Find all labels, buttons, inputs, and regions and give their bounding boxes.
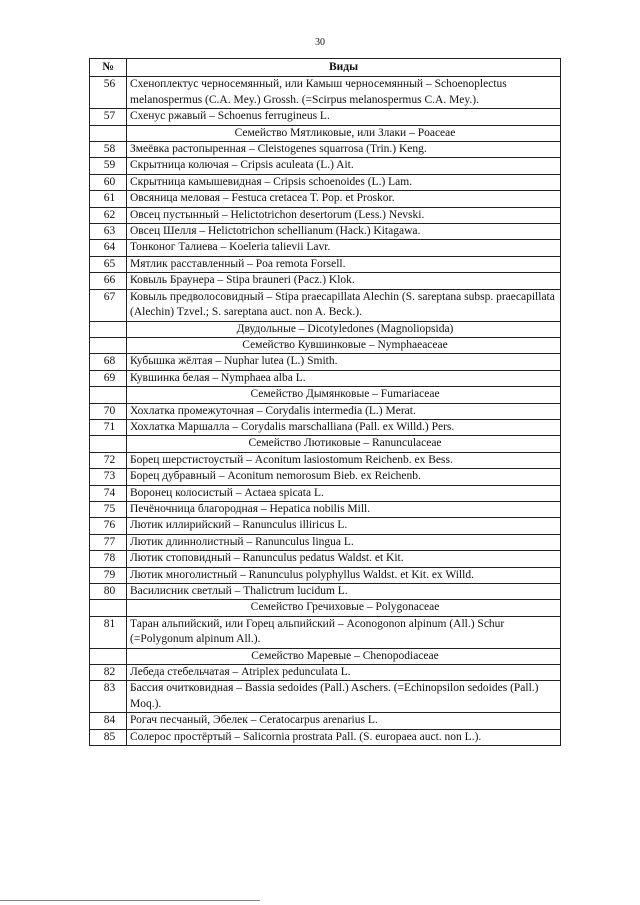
row-number-empty [90,600,127,616]
table-row [90,584,561,600]
row-number: 56 [90,77,127,109]
row-number: 65 [90,256,127,272]
species-name: Ковыль предволосовидный – Stipa praecapillata Alechin (S. sareptana subsp. praecapillata (Alechin) Tzvel.; S. sareptana auct. non A. Beck.). [127,289,561,321]
species-name: Печёночница благородная – Hepatica nobilis Mill. [127,501,561,517]
family-heading-row [90,648,561,664]
row-number: 73 [90,469,127,485]
family-heading: Двудольные – Dicotyledones (Magnoliopsida) [127,321,561,337]
table-row [90,534,561,550]
row-number: 66 [90,273,127,289]
table-row [90,485,561,501]
table-row [90,729,561,745]
table-row [90,469,561,485]
species-name: Лютик иллирийский – Ranunculus illiricus L. [127,518,561,534]
family-heading-row [90,436,561,452]
row-number-empty [90,436,127,452]
table-row [90,452,561,468]
table-row [90,713,561,729]
row-number: 61 [90,191,127,207]
species-name: Лютик длиннолистный – Ranunculus lingua L. [127,534,561,550]
row-number: 69 [90,370,127,386]
row-number: 59 [90,158,127,174]
row-number: 63 [90,224,127,240]
row-number: 71 [90,419,127,435]
species-name: Скрытница камышевидная – Cripsis schoenoides (L.) Lam. [127,174,561,190]
table-row [90,567,561,583]
species-name: Мятлик расставленный – Poa remota Forsell. [127,256,561,272]
table-row [90,240,561,256]
row-number: 57 [90,109,127,125]
table-header-row [90,59,561,77]
species-name: Овсец пустынный – Helictotrichon desertorum (Less.) Nevski. [127,207,561,223]
table-row [90,142,561,158]
row-number: 60 [90,174,127,190]
species-name: Схенус ржавый – Schoenus ferrugineus L. [127,109,561,125]
table-row [90,224,561,240]
row-number: 85 [90,729,127,745]
species-name: Кувшинка белая – Nymphaea alba L. [127,370,561,386]
family-heading: Семейство Мятликовые, или Злаки – Poaceae [127,125,561,141]
family-heading: Семейство Гречиховые – Polygonaceae [127,600,561,616]
species-name: Овсец Шелля – Helictotrichon schellianum (Hack.) Kitagawa. [127,224,561,240]
species-name: Борец дубравный – Aconitum nemorosum Bieb. ex Reichenb. [127,469,561,485]
species-name: Воронец колосистый – Actaea spicata L. [127,485,561,501]
species-name: Схеноплектус черносемянный, или Камыш черносемянный – Schoenoplectus melanospermus (C.A. Mey.) Grossh. (=Scirpus melanospermus C.A. Mey.). [127,77,561,109]
species-table [89,58,561,746]
family-heading: Семейство Кувшинковые – Nymphaeaceae [127,337,561,353]
row-number: 83 [90,681,127,713]
species-name: Тонконог Талиева – Koeleria talievii Lavr. [127,240,561,256]
table-row [90,289,561,321]
row-number-empty [90,337,127,353]
row-number: 82 [90,665,127,681]
species-name: Лютик стоповидный – Ranunculus pedatus Waldst. et Kit. [127,551,561,567]
table-row [90,77,561,109]
table-row [90,109,561,125]
row-number: 68 [90,354,127,370]
species-name: Лютик многолистный – Ranunculus polyphyllus Waldst. et Kit. ex Willd. [127,567,561,583]
species-name: Бассия очитковидная – Bassia sedoides (Pall.) Aschers. (=Echinopsilon sedoides (Pall.) Moq.). [127,681,561,713]
species-name: Таран альпийский, или Горец альпийский – Aconogonon alpinum (All.) Schur (=Polygonum alpinum All.). [127,616,561,648]
table-row [90,273,561,289]
row-number: 81 [90,616,127,648]
species-name: Лебеда стебельчатая – Atriplex pedunculata L. [127,665,561,681]
row-number: 78 [90,551,127,567]
family-heading-row [90,125,561,141]
family-heading: Семейство Лютиковые – Ranunculaceae [127,436,561,452]
table-row [90,207,561,223]
species-name: Ковыль Браунера – Stipa brauneri (Pacz.) Klok. [127,273,561,289]
row-number: 64 [90,240,127,256]
species-name: Скрытница колючая – Cripsis aculeata (L.) Ait. [127,158,561,174]
row-number: 77 [90,534,127,550]
row-number: 58 [90,142,127,158]
family-heading-row [90,321,561,337]
species-name: Кубышка жёлтая – Nuphar lutea (L.) Smith. [127,354,561,370]
table-row [90,191,561,207]
header-number: № [90,59,127,77]
row-number: 75 [90,501,127,517]
table-row [90,419,561,435]
row-number: 84 [90,713,127,729]
species-name: Василисник светлый – Thalictrum lucidum L. [127,584,561,600]
row-number: 72 [90,452,127,468]
row-number: 80 [90,584,127,600]
table-row [90,354,561,370]
family-heading-row [90,337,561,353]
family-heading-row [90,600,561,616]
family-heading: Семейство Маревые – Chenopodiaceae [127,648,561,664]
table-row [90,370,561,386]
species-name: Борец шерстистоустый – Aconitum lasiostomum Reichenb. ex Bess. [127,452,561,468]
species-name: Овсяница меловая – Festuca cretacea T. Pop. et Proskor. [127,191,561,207]
family-heading-row [90,387,561,403]
header-species: Виды [127,59,561,77]
species-name: Хохлатка Маршалла – Corydalis marschalliana (Pall. ex Willd.) Pers. [127,419,561,435]
table-row [90,403,561,419]
row-number-empty [90,387,127,403]
table-row [90,665,561,681]
row-number: 70 [90,403,127,419]
species-name: Рогач песчаный, Эбелек – Ceratocarpus arenarius L. [127,713,561,729]
species-name: Солерос простёртый – Salicornia prostrata Pall. (S. europaea auct. non L.). [127,729,561,745]
row-number: 76 [90,518,127,534]
table-row [90,518,561,534]
page-number: 30 [315,37,325,48]
table-row [90,501,561,517]
bottom-edge-line [0,900,260,901]
row-number: 74 [90,485,127,501]
row-number-empty [90,648,127,664]
table-row [90,551,561,567]
species-name: Змеёвка растопыренная – Cleistogenes squarrosa (Trin.) Keng. [127,142,561,158]
row-number-empty [90,125,127,141]
family-heading: Семейство Дымянковые – Fumariaceae [127,387,561,403]
table-row [90,681,561,713]
table-row [90,256,561,272]
table-row [90,616,561,648]
row-number: 62 [90,207,127,223]
row-number: 67 [90,289,127,321]
species-name: Хохлатка промежуточная – Corydalis intermedia (L.) Merat. [127,403,561,419]
row-number-empty [90,321,127,337]
row-number: 79 [90,567,127,583]
table-row [90,158,561,174]
table-row [90,174,561,190]
